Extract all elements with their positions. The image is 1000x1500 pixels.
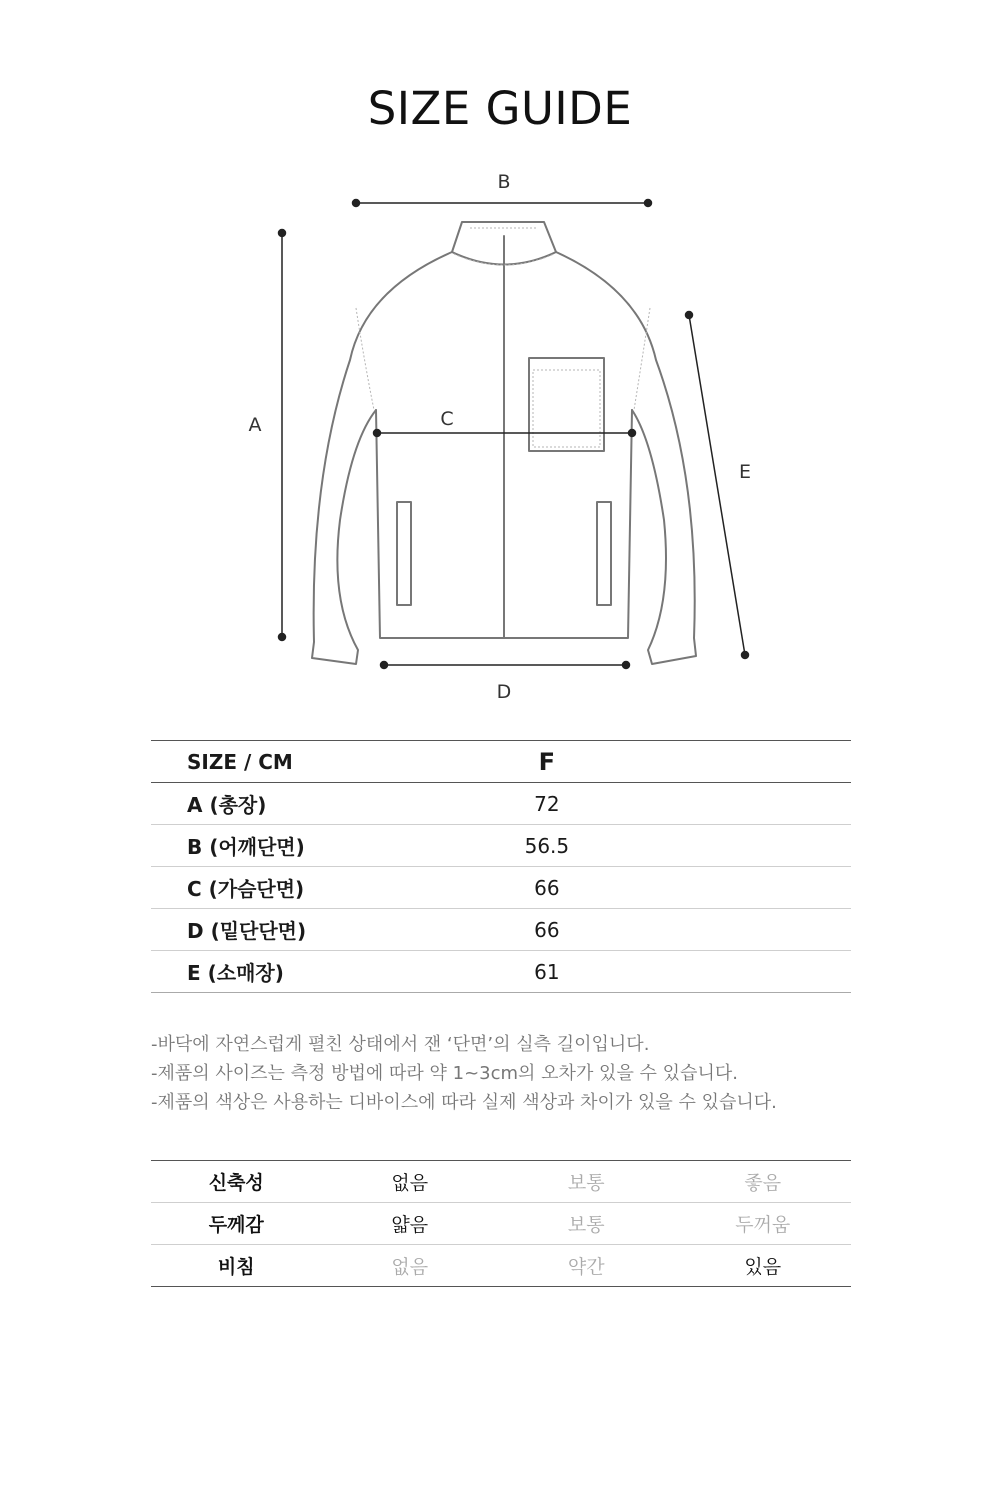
fabric-option: 보통 <box>498 1161 675 1203</box>
jacket-measurement-diagram <box>0 0 1000 720</box>
size-notes <box>151 1030 911 1117</box>
left-sleeve-outline <box>312 252 452 664</box>
fabric-option: 보통 <box>498 1203 675 1245</box>
fabric-option: 약간 <box>567 1256 605 1278</box>
fabric-row-sheerness <box>151 1245 851 1287</box>
fabric-option: 없음 <box>391 1256 429 1278</box>
pocket-stitch <box>533 370 600 447</box>
size-row <box>151 867 851 909</box>
size-row-name: B (어깨단면) <box>151 825 446 867</box>
note-line: -제품의 색상은 사용하는 디바이스에 따라 실제 색상과 차이가 있을 수 있습니다. <box>151 1092 777 1113</box>
size-row-name: A (총장) <box>151 783 446 825</box>
left-side-pocket <box>397 502 411 605</box>
measure-line-e <box>689 315 745 655</box>
fabric-row-stretch <box>151 1161 851 1203</box>
fabric-option: 두꺼움 <box>674 1203 851 1245</box>
fabric-option: 있음 <box>744 1256 782 1278</box>
fabric-row-name: 비침 <box>217 1256 255 1278</box>
size-row <box>151 825 851 867</box>
label-b: B <box>497 171 511 193</box>
size-row <box>151 783 851 825</box>
label-a: A <box>248 414 262 436</box>
size-table <box>151 740 851 993</box>
size-row-name: E (소매장) <box>151 951 446 993</box>
size-row-value: 61 <box>446 951 649 993</box>
size-row <box>151 909 851 951</box>
label-c: C <box>440 408 454 430</box>
fabric-row-thickness <box>151 1203 851 1245</box>
size-header-f: F <box>446 741 649 783</box>
size-header-label: SIZE / CM <box>151 741 446 783</box>
fabric-table <box>151 1160 851 1287</box>
size-row-value: 72 <box>446 783 649 825</box>
fabric-option: 없음 <box>321 1161 498 1203</box>
fabric-option: 좋음 <box>674 1161 851 1203</box>
fabric-row-name: 신축성 <box>151 1161 321 1203</box>
size-row-name: D (밑단단면) <box>151 909 446 951</box>
chest-pocket <box>529 358 604 451</box>
size-row-value: 66 <box>446 867 649 909</box>
size-row <box>151 951 851 993</box>
fabric-row-name: 두께감 <box>151 1203 321 1245</box>
label-d: D <box>496 681 512 703</box>
fabric-option: 얇음 <box>321 1203 498 1245</box>
size-row-value: 56.5 <box>446 825 649 867</box>
right-side-pocket <box>597 502 611 605</box>
size-table-header <box>151 741 851 783</box>
size-row-name: C (가슴단면) <box>151 867 446 909</box>
right-sleeve-outline <box>556 252 696 664</box>
size-row-value: 66 <box>446 909 649 951</box>
page-title: SIZE GUIDE <box>367 82 633 135</box>
note-line: -바닥에 자연스럽게 펼친 상태에서 잰 ‘단면’의 실측 길이입니다. <box>151 1034 650 1055</box>
note-line: -제품의 사이즈는 측정 방법에 따라 약 1~3cm의 오차가 있을 수 있습니다. <box>151 1063 738 1084</box>
label-e: E <box>738 461 752 483</box>
